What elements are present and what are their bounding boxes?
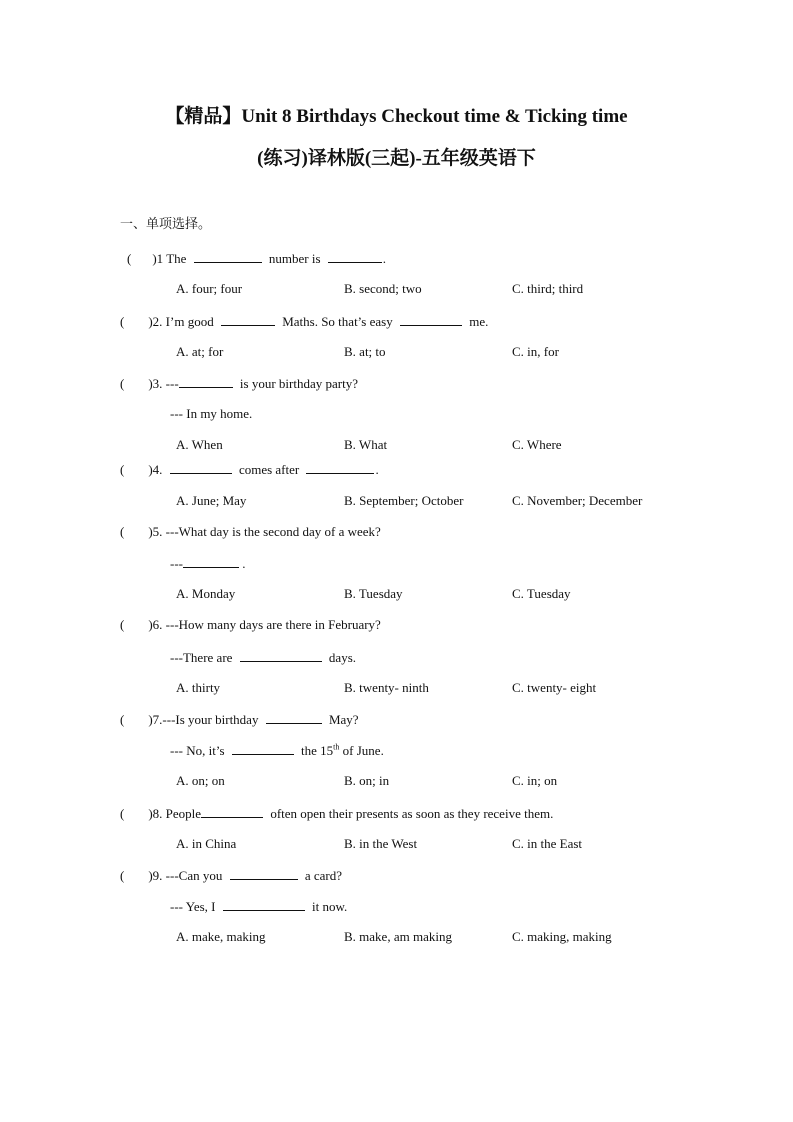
option-a: A. When (176, 437, 223, 452)
response-text: --- No, it’s (170, 743, 225, 758)
question-text: . (375, 462, 379, 477)
question-text: )3. --- (148, 376, 179, 391)
question-text: )8. People (148, 806, 202, 821)
answer-blank (179, 374, 233, 388)
answer-blank (221, 312, 275, 326)
answer-paren: ( (120, 524, 125, 539)
option-a: A. June; May (176, 493, 247, 508)
option-b: B. at; to (344, 344, 386, 359)
answer-blank (240, 648, 322, 662)
question-9 (120, 866, 342, 885)
question-text: . (382, 251, 387, 266)
option-b: B. September; October (344, 493, 464, 508)
question-7-response (170, 741, 384, 760)
response-text: of June. (339, 743, 384, 758)
option-c: C. in the East (512, 836, 583, 851)
option-c: C. Where (512, 437, 562, 452)
answer-paren: ( (120, 806, 125, 821)
option-c: C. making, making (512, 929, 612, 944)
option-a: A. thirty (176, 680, 221, 695)
response-text: --- Yes, I (170, 899, 216, 914)
option-b: B. make, am making (344, 929, 452, 944)
question-text: comes after (238, 462, 300, 477)
question-3 (120, 374, 358, 393)
option-a: A. at; for (176, 344, 224, 359)
response-text: . (239, 556, 246, 571)
option-b: B. in the West (344, 836, 418, 851)
answer-blank (306, 460, 374, 474)
option-a: A. make, making (176, 929, 266, 944)
question-text: a card? (304, 868, 343, 883)
option-b: B. Tuesday (344, 586, 403, 601)
question-6 (120, 616, 381, 634)
question-text: )1 The (152, 251, 187, 266)
option-a: A. four; four (176, 281, 243, 296)
answer-paren: ( (120, 462, 125, 477)
question-text: )2. I’m good (148, 314, 214, 329)
ordinal-suffix: th (333, 742, 340, 752)
answer-blank (400, 312, 462, 326)
question-6-response (170, 648, 356, 667)
question-5 (120, 523, 381, 541)
question-4 (120, 460, 379, 479)
answer-paren: ( (127, 251, 132, 266)
answer-blank (230, 866, 298, 880)
option-b: B. on; in (344, 773, 390, 788)
question-text: Maths. So that’s easy (282, 314, 393, 329)
answer-paren: ( (120, 376, 125, 391)
answer-paren: ( (120, 617, 125, 632)
option-a: A. Monday (176, 586, 236, 601)
question-text: )7.---Is your birthday (148, 712, 259, 727)
option-c: C. twenty- eight (512, 680, 597, 695)
question-text: )5. ---What day is the second day of a week? (148, 524, 381, 539)
option-c: C. in, for (512, 344, 559, 359)
answer-paren: ( (120, 712, 125, 727)
question-text: )4. (148, 462, 163, 477)
answer-blank (328, 249, 382, 263)
question-5-response (170, 554, 246, 573)
question-3-response: --- In my home. (170, 406, 253, 421)
option-c: C. Tuesday (512, 586, 571, 601)
answer-blank (223, 897, 305, 911)
answer-blank (170, 460, 232, 474)
question-text: )9. ---Can you (148, 868, 223, 883)
answer-blank (266, 710, 322, 724)
response-text: the 15 (301, 743, 334, 758)
answer-blank (194, 249, 262, 263)
document-title-line-1: 【精品】Unit 8 Birthdays Checkout time & Ticking time (165, 106, 628, 127)
option-b: B. twenty- ninth (344, 680, 429, 695)
question-7 (120, 710, 359, 729)
answer-blank (183, 554, 239, 568)
option-c: C. third; third (512, 281, 584, 296)
option-c: C. November; December (512, 493, 643, 508)
option-b: B. What (344, 437, 388, 452)
answer-blank (201, 804, 263, 818)
question-text: often open their presents as soon as they receive them. (270, 806, 554, 821)
question-text: number is (268, 251, 321, 266)
question-text: is your birthday party? (239, 376, 358, 391)
question-text: May? (328, 712, 359, 727)
answer-paren: ( (120, 314, 125, 329)
answer-paren: ( (120, 868, 125, 883)
question-1 (127, 249, 386, 268)
question-text: me. (469, 314, 489, 329)
response-text: ---There are (170, 650, 233, 665)
question-8 (120, 804, 553, 823)
option-a: A. in China (176, 836, 237, 851)
question-9-response (170, 897, 347, 916)
option-a: A. on; on (176, 773, 225, 788)
question-text: )6. ---How many days are there in February? (148, 617, 381, 632)
answer-blank (232, 741, 294, 755)
option-b: B. second; two (344, 281, 422, 296)
document-title-line-2: (练习)译林版(三起)-五年级英语下 (257, 148, 536, 169)
response-text: it now. (312, 899, 348, 914)
response-text: --- (170, 556, 183, 571)
question-2 (120, 312, 488, 331)
section-heading: 一、单项选择。 (120, 217, 212, 232)
response-text: days. (328, 650, 357, 665)
option-c: C. in; on (512, 773, 558, 788)
